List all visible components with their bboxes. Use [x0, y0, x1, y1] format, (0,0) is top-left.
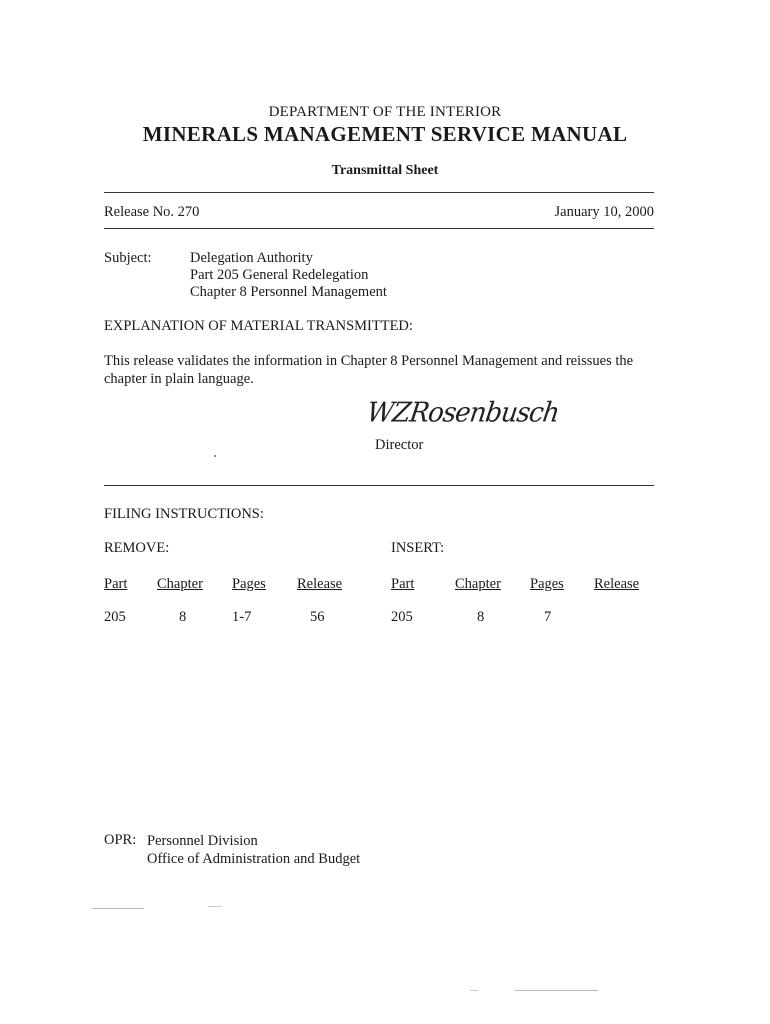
- remove-part-value: 205: [104, 609, 126, 625]
- opr-line: Personnel Division: [147, 833, 258, 849]
- scan-mark: [208, 906, 222, 907]
- subject-lines: [190, 250, 387, 301]
- filing-heading: FILING INSTRUCTIONS:: [104, 506, 264, 522]
- insert-label: INSERT:: [391, 540, 445, 556]
- opr-office: [147, 832, 360, 868]
- explanation-line: chapter in plain language.: [104, 371, 254, 387]
- explanation-heading: EXPLANATION OF MATERIAL TRANSMITTED:: [104, 318, 413, 334]
- subject-line: Part 205 General Redelegation: [190, 267, 369, 283]
- insert-col-release: Release: [594, 576, 640, 592]
- subject-line: Chapter 8 Personnel Management: [190, 284, 387, 300]
- insert-part-value: 205: [391, 609, 413, 625]
- scan-mark: [470, 990, 478, 991]
- manual-title: MINERALS MANAGEMENT SERVICE MANUAL: [142, 122, 628, 146]
- top-rule: [104, 192, 654, 193]
- insert-col-chapter: Chapter: [455, 576, 501, 592]
- remove-col-part: Part: [104, 576, 128, 592]
- sheet-title: Transmittal Sheet: [331, 163, 439, 178]
- explanation-line: This release validates the information in Chapter 8 Personnel Management and reissues the: [104, 353, 634, 369]
- release-bottom-rule: [104, 228, 654, 229]
- scan-speck: [214, 455, 216, 457]
- scan-mark: [92, 908, 144, 909]
- remove-label: REMOVE:: [104, 540, 170, 556]
- scan-mark: [515, 990, 598, 991]
- remove-col-chapter: Chapter: [157, 576, 203, 592]
- subject-line: Delegation Authority: [190, 250, 313, 266]
- remove-release-value: 56: [310, 609, 325, 625]
- explanation-body: [104, 352, 664, 388]
- subject-label: Subject:: [104, 250, 152, 266]
- release-date: January 10, 2000: [554, 204, 654, 220]
- remove-col-pages: Pages: [232, 576, 266, 592]
- director-signature: WZRosenbusch: [364, 397, 561, 429]
- department-name: DEPARTMENT OF THE INTERIOR: [268, 104, 502, 120]
- remove-chapter-value: 8: [179, 609, 187, 625]
- remove-pages-value: 1-7: [232, 609, 252, 625]
- insert-col-part: Part: [391, 576, 415, 592]
- opr-line: Office of Administration and Budget: [147, 851, 361, 867]
- insert-chapter-value: 8: [477, 609, 485, 625]
- signer-title: Director: [375, 437, 424, 453]
- insert-col-pages: Pages: [530, 576, 564, 592]
- insert-pages-value: 7: [544, 609, 552, 625]
- filing-top-rule: [104, 485, 654, 486]
- remove-col-release: Release: [297, 576, 343, 592]
- opr-label: OPR:: [104, 832, 137, 848]
- release-number: Release No. 270: [104, 204, 200, 220]
